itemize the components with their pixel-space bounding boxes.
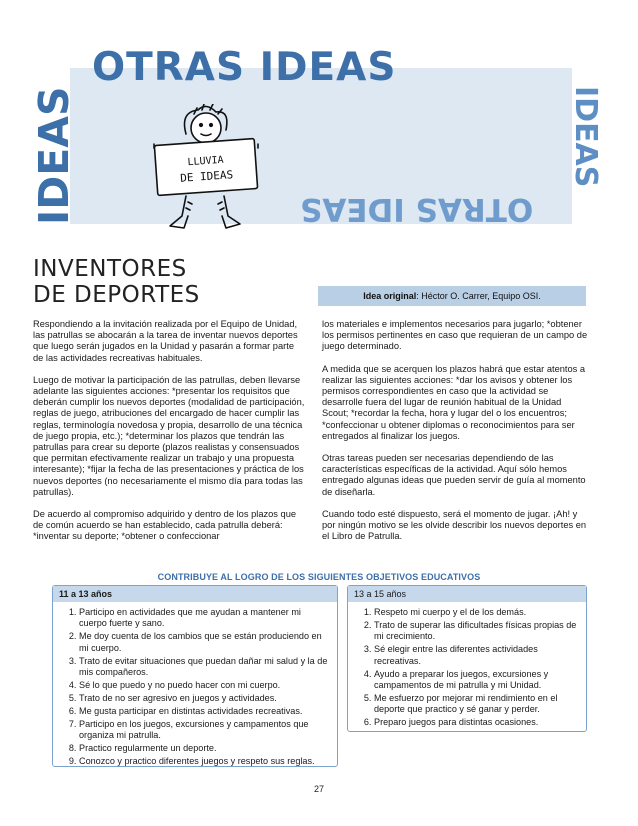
credit-box bbox=[318, 286, 586, 306]
credit-text: : Héctor O. Carrer, Equipo OSI. bbox=[416, 291, 541, 301]
article-title-line-1: INVENTORES bbox=[33, 256, 187, 282]
list-item: 4. Sé lo que puedo y no puedo hacer con mi cuerpo. bbox=[79, 680, 331, 691]
flipped-title: OTRAS IDEAS bbox=[300, 191, 534, 227]
sign-line-2: DE IDEAS bbox=[179, 168, 234, 185]
list-item: 4. Ayudo a preparar los juegos, excursiones y campamentos de mi patrulla y mi Unidad. bbox=[374, 669, 580, 692]
objectives-list bbox=[348, 607, 586, 729]
list-item: 7. Participo en los juegos, excursiones y campamentos que organiza mi patrulla. bbox=[79, 719, 331, 742]
credit-label: Idea original bbox=[363, 291, 417, 301]
paragraph: los materiales e implementos necesarios para jugarlo; *obtener los permisos pertinentes en caso que requieran de un campo de juego determinado. bbox=[322, 319, 588, 352]
paragraph: De acuerdo al compromiso adquirido y dentro de los plazos que de común acuerdo se han establecido, cada patrulla deberá: *inventar su deporte; *obtener o confeccionar bbox=[33, 509, 297, 542]
body-column-right bbox=[322, 319, 588, 553]
paragraph: Otras tareas pueden ser necesarias dependiendo de las características específicas de la actividad. Aquí sólo hemos entregado algunas ideas que pueden servir de guía al momento de diseñarla. bbox=[322, 453, 586, 497]
list-item: 3. Sé elegir entre las diferentes actividades recreativas. bbox=[374, 644, 580, 667]
list-item: 6. Preparo juegos para distintas ocasiones. bbox=[374, 717, 580, 728]
list-item: 5. Trato de no ser agresivo en juegos y actividades. bbox=[79, 693, 331, 704]
list-item: 1. Respeto mi cuerpo y el de los demás. bbox=[374, 607, 580, 618]
objectives-list bbox=[53, 607, 337, 767]
objectives-box-11-13 bbox=[52, 585, 338, 767]
article-title-line-2: DE DEPORTES bbox=[33, 282, 200, 308]
list-item: 8. Practico regularmente un deporte. bbox=[79, 743, 331, 754]
paragraph: Cuando todo esté dispuesto, será el momento de jugar. ¡Ah! y por ningún motivo se les olvide describir los nuevos deportes en el Libro de Patrulla. bbox=[322, 508, 587, 542]
objectives-box-title: 11 a 13 años bbox=[53, 586, 337, 602]
paragraph: A medida que se acerquen los plazos habrá que estar atentos a realizar las siguientes acciones: *dar los avisos y obtener los permisos correspondientes en caso que la actividad se desarrolle fuera del lugar de reunión habitual de la Unidad Scout; *recordar la fecha, hora y lugar del o los encuentros; *confeccionar u obtener diplomas o reconocimientos para ser entregados al finalizar los juegos. bbox=[322, 363, 586, 441]
list-item: 6. Me gusta participar en distintas actividades recreativas. bbox=[79, 706, 331, 717]
main-title: OTRAS IDEAS bbox=[92, 45, 397, 90]
objectives-box-13-15 bbox=[347, 585, 587, 732]
objectives-box-title: 13 a 15 años bbox=[348, 586, 586, 602]
objectives-heading: CONTRIBUYE AL LOGRO DE LOS SIGUIENTES OBJETIVOS EDUCATIVOS bbox=[157, 572, 481, 582]
mascot-illustration bbox=[146, 104, 266, 236]
list-item: 3. Trato de evitar situaciones que puedan dañar mi salud y la de mis compañeros. bbox=[79, 656, 331, 679]
page-number: 27 bbox=[313, 784, 324, 794]
list-item: 9. Conozco y practico diferentes juegos y respeto sus reglas. bbox=[79, 756, 331, 767]
vertical-title-left: IDEAS bbox=[30, 86, 78, 225]
list-item: 2. Me doy cuenta de los cambios que se están produciendo en mi cuerpo. bbox=[79, 631, 331, 654]
body-column-left bbox=[33, 319, 305, 554]
list-item: 1. Participo en actividades que me ayudan a mantener mi cuerpo fuerte y sano. bbox=[79, 607, 331, 630]
paragraph: Luego de motivar la participación de las patrullas, deben llevarse adelante las siguientes acciones: *presentar los requisitos que deberán cumplir los nuevos deportes (modalidad de participación, reglas de juego, atribuciones del encargado de hacer cumplir las reglas, terminología novedosa y propia, desarrollo de una técnica de juego propia, etc.); *determinar los plazos que tendrán las patrullas para crear su deporte (plazos realistas y consensuados que permitan efectivamente realizar un trabajo y una propuesta interesante); *fijar la fecha de las presentaciones y práctica de los nuevos deportes (no necesariamente el mismo día para todas las patrullas). bbox=[33, 374, 305, 497]
list-item: 2. Trato de superar las dificultades físicas propias de mi crecimiento. bbox=[374, 620, 580, 643]
vertical-title-right: IDEAS bbox=[568, 86, 603, 188]
list-item: 5. Me esfuerzo por mejorar mi rendimiento en el deporte que practico y sé ganar y perder. bbox=[374, 693, 580, 716]
sign-line-1: LLUVIA bbox=[187, 154, 225, 169]
paragraph: Respondiendo a la invitación realizada por el Equipo de Unidad, las patrullas se abocarán a la tarea de inventar nuevos deportes que luego serán jugados en la Unidad y pasarán a formar parte de las actividades recreativas habituales. bbox=[33, 319, 298, 363]
article-title bbox=[33, 256, 200, 308]
